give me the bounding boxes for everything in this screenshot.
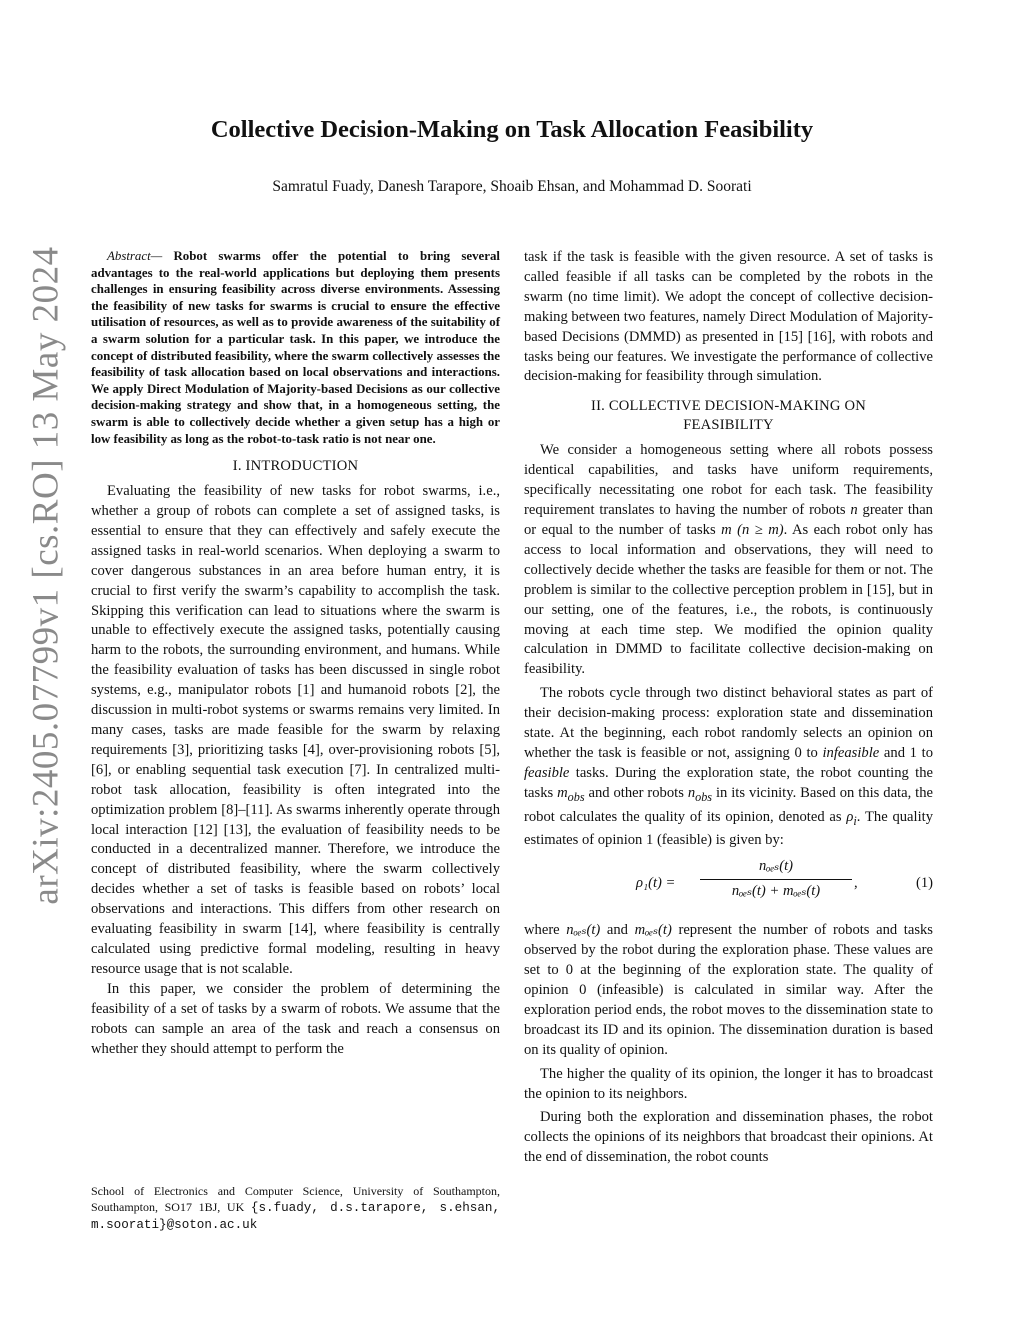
equation-fraction — [700, 857, 852, 902]
math-n-obs-base: n — [687, 784, 696, 801]
author-emails: {s.fuady, d.s.tarapore, s.ehsan, m.soorati}@soton.ac.uk — [91, 1201, 500, 1232]
method-paragraph-4: The higher the quality of its opinion, the longer it has to broadcast the opinion to its neighbors. — [524, 1065, 933, 1102]
method-p1-text-b: greater than or equal to the number of tasks — [524, 502, 933, 538]
equation-1 — [524, 857, 933, 913]
method-paragraph-2 — [524, 684, 933, 851]
intro-paragraph-2: In this paper, we consider the problem of determining the feasibility of a set of tasks by a swarm of robots. We assume that the robots can sample an area of the task and reach a consensus on whether they should attempt to perform the — [91, 980, 500, 1057]
method-paragraph-1 — [524, 441, 933, 680]
section-heading-collective-decision: II. COLLECTIVE DECISION-MAKING ON FEASIBILITY — [591, 398, 866, 434]
method-p3-text-c: represent the number of robots and tasks observed by the robot during the exploration phase. These values are set to 0 at the beginning of the exploration state. The quality of opinion 0 (infeasible) is calculated in similar way. After the exploration period ends, the robot moves to the dissemination state to broadcast its ID and its opinion. The dissemination duration is based on its quality of opinion. — [524, 922, 933, 1058]
math-condition: (n ≥ m) — [737, 521, 784, 538]
math-m-obs-base: m — [557, 784, 568, 801]
term-feasible: feasible — [524, 764, 570, 781]
math-m: m — [721, 521, 732, 538]
intro-paragraph-3: task if the task is feasible with the given resource. A set of tasks is called feasible if all tasks can be completed by the robots in the swarm (no time limit). We adopt the concept of collective decision-making between two features, namely Direct Modulation of Majority-based Decisions (DMMD) as presented in [15] [16], with robots and tasks being our features. We investigate the performance of collective decision-making for feasibility through simulation. — [524, 249, 933, 385]
math-rho-i — [846, 808, 857, 828]
math-n: n — [850, 502, 858, 519]
math-n-obs-sub: obs — [695, 789, 713, 804]
method-p2-text-c: tasks. During the exploration state, the robot counting the tasks — [524, 764, 933, 801]
method-paragraph-5: During both the exploration and dissemination phases, the robot collects the opinions of its neighbors that broadcast their opinions. At the end of dissemination, the robot counts — [524, 1109, 933, 1166]
affiliation-footnote — [91, 1183, 500, 1233]
math-m-obs-sub: obs — [567, 789, 585, 804]
abstract — [91, 248, 500, 447]
intro-paragraph-1: Evaluating the feasibility of new tasks for robot swarms, i.e., whether a group of robots can complete a set of assigned tasks, is essential to ensure that they can effectively and safely execute the assigned tasks in real-world scenarios. When deploying a swarm to cover dangerous substances in an area before human entry, it is crucial to first verify the swarm’s capability to accomplish the task. Skipping this verification can lead to situations where the swarm is unable to effectively execute the assigned tasks, potentially causing harm to the robots, the surrounding environment, and humans. While the feasibility evaluation of tasks has been discussed in single robot systems, e.g., manipulator robots [1] and humanoid robots [2], the discussion in multi-robot systems or swarms remains very limited. In many cases, tasks are made feasible for the swarm by relaxing requirements [3], prioritizing tasks [4], over-provisioning robots [5], [6], or enabling sequential task execution [7]. In centralized multi-robot task allocation, feasibility is often integrated into the optimization problem [8]–[11]. As swarms inherently operate through local interaction [12] [13], the evaluation of feasibility needs to be conducted in a decentralized manner. Therefore, we introduce the concept of distributed feasibility, where the swarm collectively decides whether a set of tasks is feasible based on robots’ local observations and interactions. This differs from other research on evaluating feasibility in swarm [14], where feasibility is centrally calculated using predictive formal modeling, resulting in heavy resource usage that is not scalable. — [91, 483, 500, 977]
math-rho-sub: i — [853, 813, 857, 828]
math-m-obs-t: mₒₑₛ(t) — [634, 922, 672, 939]
left-column — [91, 248, 500, 1059]
equation-numerator: nₒₑₛ(t) — [759, 858, 793, 875]
abstract-dash: — — [150, 249, 163, 263]
method-p3-text-b: and — [600, 922, 635, 939]
term-infeasible: infeasible — [822, 744, 880, 761]
arxiv-identifier — [22, 195, 70, 955]
abstract-text: Robot swarms offer the potential to bring several advantages to the real-world applications but deploying them presents challenges in ensuring feasibility across diverse environments. Assessing the feasibility of new tasks for swarms is crucial to ensure the effective utilisation of resources, as well as to provide awareness of the suitability of a swarm solution for a particular task. In this paper, we introduce the concept of distributed feasibility, where the swarm collectively assesses the feasibility of task allocation based on local observations and interactions. We apply Direct Modulation of Majority-based Decisions as our collective decision-making strategy and show that, in a homogeneous setting, the swarm is able to collectively decide whether a given setup has a high or low feasibility as long as the robot-to-task ratio is not near one. — [91, 249, 500, 446]
author-list: Samratul Fuady, Danesh Tarapore, Shoaib Ehsan, and Mohammad D. Soorati — [272, 178, 752, 195]
equation-denominator: nₒₑₛ(t) + mₒₑₛ(t) — [731, 883, 821, 900]
math-m-obs — [557, 784, 585, 804]
section-heading-introduction: I. INTRODUCTION — [232, 458, 359, 475]
method-p1-text-a: We consider a homogeneous setting where all robots possess identical capabilities, and tasks have uniform requirements, specifically necessitating one robot for each task. The feasibility requirement translates to having the number of robots — [524, 442, 933, 519]
math-n-obs-t: nₒₑₛ(t) — [566, 922, 601, 939]
method-p2-text-a: The robots cycle through two distinct behavioral states as part of their decision-making process: exploration state and dissemination state. At the beginning, each robot randomly selects an opinion on whether the task is feasible or not, assigning 0 to — [524, 685, 933, 761]
right-column — [524, 248, 933, 1168]
paper-title: Collective Decision-Making on Task Allocation Feasibility — [210, 116, 814, 143]
equation-number: (1) — [915, 875, 933, 892]
method-p2-text-b: and 1 to — [879, 744, 933, 761]
abstract-label: Abstract — [107, 249, 151, 263]
method-paragraph-3 — [524, 921, 933, 1060]
method-p2-text-d: and other robots — [584, 784, 688, 801]
equation-comma: , — [854, 875, 858, 892]
method-p3-text-a: where — [524, 922, 567, 939]
arxiv-identifier-text: arXiv:2405.07799v1 [cs.RO] 13 May 2024 — [25, 245, 67, 905]
method-p2-text-e: in its vicinity. Based on this data, the robot calculates the quality of its opinion, denoted as — [524, 784, 933, 825]
math-n-obs — [687, 784, 713, 804]
method-p1-text-c: . As each robot only has access to local information and observations, they will need to collectively decide whether the tasks are feasible for them or not. The problem is similar to the collective perception problem in [15], but in our setting, one of the features, i.e., the robots, is continuously moving at each time step. We modified the opinion quality calculation in DMMD to facilitate collective decision-making on feasibility. — [524, 521, 933, 678]
equation-lhs: ρ₁(t) = — [636, 875, 676, 892]
method-p2-text-f: . The quality estimates of opinion 1 (feasible) is given by: — [524, 808, 933, 849]
affiliation-text: School of Electronics and Computer Science, University of Southampton, Southampton, SO17 1BJ, UK — [91, 1184, 500, 1214]
math-rho: ρ — [846, 808, 854, 825]
